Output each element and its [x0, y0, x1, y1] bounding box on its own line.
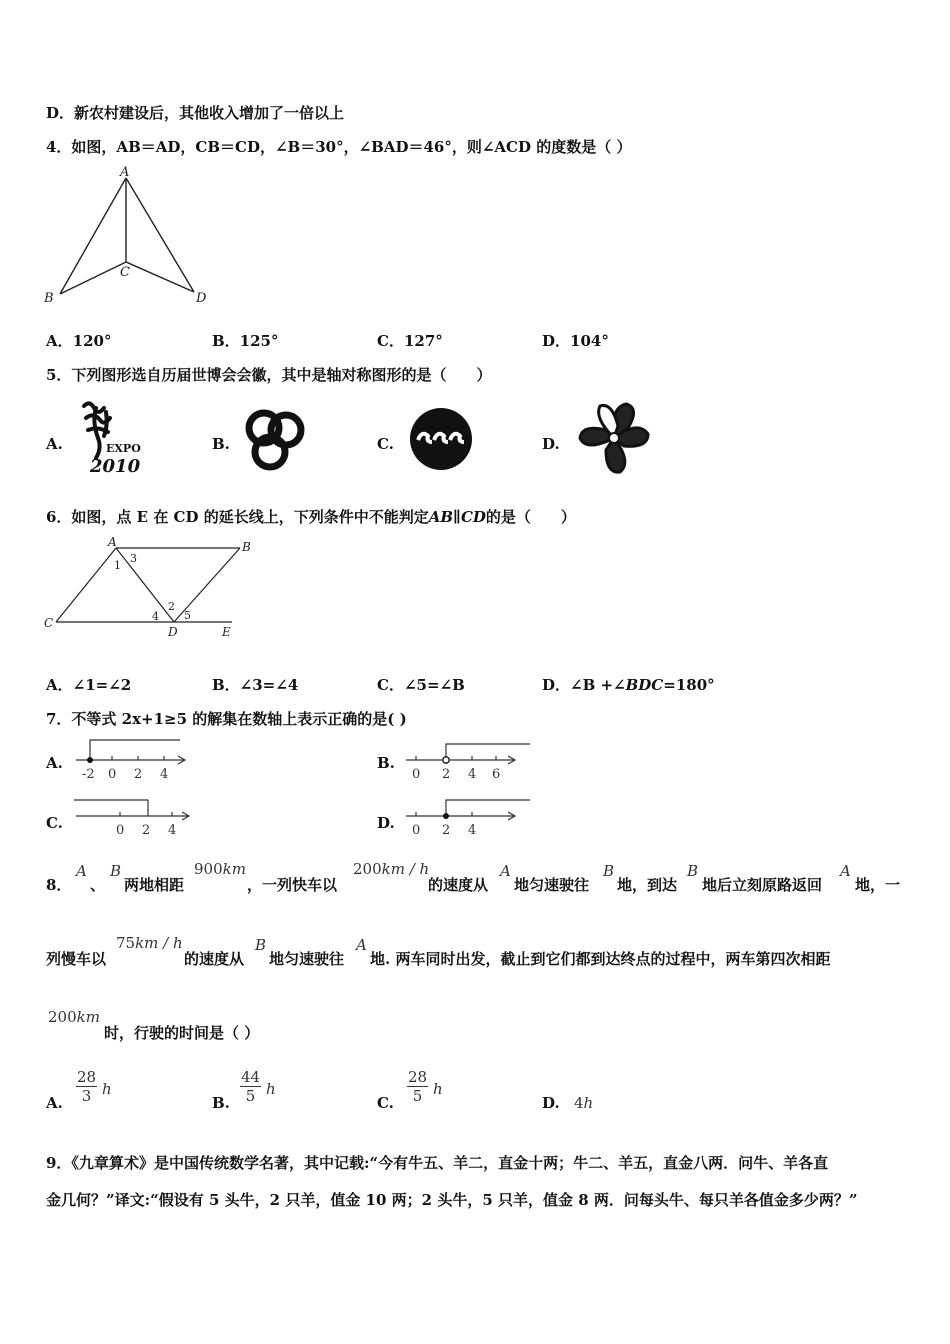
q8-t5: 地，到达 — [617, 876, 678, 894]
q8-a-1: A — [76, 862, 87, 880]
q7-numberline-a — [72, 736, 190, 782]
q8-kmh-1: km / h — [381, 860, 430, 878]
q8-a-4: A — [356, 936, 367, 954]
q6-option-a[interactable]: A．∠1=∠2 — [46, 676, 132, 694]
q7c-tick-2: 4 — [168, 823, 177, 838]
q7a-tick-1: 0 — [108, 767, 117, 782]
q6-figure — [40, 534, 251, 640]
q7-stem: 7．不等式 2x+1≥5 的解集在数轴上表示正确的是( ) — [46, 710, 407, 728]
waves-logo-icon — [408, 406, 474, 472]
q7d-tick-2: 4 — [468, 823, 477, 838]
q8-t1: 两地相距 — [124, 876, 185, 894]
q5-stem: 5．下列图形选自历届世博会会徽，其中是轴对称图形的是（ ） — [46, 366, 492, 384]
q8-frac-b — [240, 1068, 261, 1105]
q8-b-3: B — [687, 862, 699, 880]
q6-option-d[interactable] — [542, 674, 715, 695]
q6-angle-3: 3 — [130, 552, 137, 565]
q8-d200: 200 — [48, 1008, 77, 1026]
q7b-tick-3: 6 — [492, 767, 501, 782]
q7b-tick-1: 2 — [442, 767, 451, 782]
q8-b-4: B — [255, 936, 267, 954]
q8-h-c: h — [433, 1080, 443, 1098]
q8-t8: 列慢车以 — [46, 950, 107, 968]
q5-option-a[interactable]: A. — [46, 435, 63, 453]
q7-numberline-b — [402, 740, 532, 782]
q8-km-2: km — [76, 1008, 100, 1026]
q5-option-c[interactable]: C. — [377, 435, 394, 453]
q7d-tick-1: 2 — [442, 823, 451, 838]
q6-option-d-pre: D．∠B +∠ — [542, 676, 626, 694]
q8-t11: 地. 两车同时出发，截止到它们都到达终点的过程中，两车第四次相距 — [370, 950, 831, 968]
q7-option-c[interactable]: C. — [46, 814, 63, 832]
q8-option-c[interactable]: C. — [377, 1094, 394, 1112]
q6-label-a: A — [108, 535, 117, 549]
q7-option-d[interactable]: D. — [377, 814, 395, 832]
q9-line1: 9．《九章算术》是中国传统数学名著，其中记载:“今有牛五、羊二，直金十两；牛二、羊五，直金八两．问牛、羊各直 — [46, 1154, 829, 1172]
q7b-tick-0: 0 — [412, 767, 421, 782]
q8-v75: 75 — [116, 934, 136, 952]
q4-label-d: D — [196, 291, 207, 306]
q8-km-1: km — [222, 860, 246, 878]
q8-t10: 地匀速驶往 — [269, 950, 345, 968]
q8-option-b[interactable]: B. — [212, 1094, 230, 1112]
q6-stem-post: 的是（ ） — [485, 508, 576, 526]
q8-frac-c — [407, 1068, 428, 1105]
q4-option-a[interactable]: A．120° — [46, 332, 112, 350]
q7-option-b[interactable]: B. — [377, 754, 395, 772]
q8-speed-slow — [116, 934, 183, 952]
q8-opt-d-value — [574, 1094, 593, 1112]
q7-numberline-c — [72, 796, 194, 838]
expo-2010-logo-icon — [76, 396, 158, 478]
q8-t12: 时，行驶的时间是（ ） — [104, 1024, 260, 1042]
q8-h-b: h — [266, 1080, 276, 1098]
q8-b-1: B — [110, 862, 122, 880]
q8-speed-fast — [353, 860, 429, 878]
q3-option-d: D．新农村建设后，其他收入增加了一倍以上 — [46, 104, 345, 122]
q8-frac-c-num: 28 — [408, 1068, 428, 1086]
expo-text: EXPO — [106, 442, 141, 455]
q6-option-d-post: =180° — [663, 676, 715, 694]
q6-option-b[interactable]: B．∠3=∠4 — [212, 676, 299, 694]
q7-option-a[interactable]: A. — [46, 754, 63, 772]
q4-option-b[interactable]: B．125° — [212, 332, 279, 350]
q8-frac-b-num: 44 — [241, 1068, 261, 1086]
q4-label-a: A — [120, 165, 130, 180]
q7b-tick-2: 4 — [468, 767, 477, 782]
q8-option-d[interactable]: D. — [542, 1094, 560, 1112]
q8-sep: 、 — [90, 876, 106, 894]
q9-line2: 金几何？”译文:“假设有 5 头牛，2 只羊，值金 10 两；2 头牛，5 只羊，值金 8 两．问每头牛、每只羊各值金多少两？” — [46, 1191, 858, 1209]
q8-t3: 的速度从 — [428, 876, 489, 894]
q6-label-e: E — [222, 625, 231, 639]
q8-kmh-2: km / h — [135, 934, 183, 952]
q6-label-d: D — [168, 625, 178, 639]
q4-option-d[interactable]: D．104° — [542, 332, 609, 350]
q8-option-a[interactable]: A. — [46, 1094, 63, 1112]
q8-num: 8． — [46, 876, 72, 894]
q8-a-3: A — [840, 862, 851, 880]
q8-frac-a-num: 28 — [77, 1068, 97, 1086]
q8-v200: 200 — [353, 860, 382, 878]
q6-label-c: C — [44, 616, 54, 630]
q7-numberline-d — [402, 796, 532, 838]
q8-frac-b-den: 5 — [245, 1087, 256, 1105]
q8-t2: ，一列快车以 — [247, 876, 338, 894]
q8-b-2: B — [603, 862, 615, 880]
q6-angle-5: 5 — [184, 609, 191, 622]
q4-figure — [40, 164, 220, 312]
q8-t9: 的速度从 — [184, 950, 245, 968]
q8-h-a: h — [102, 1080, 112, 1098]
q7c-tick-1: 2 — [142, 823, 151, 838]
q7a-tick-3: 4 — [160, 767, 169, 782]
q6-stem-math: AB∥CD — [428, 508, 486, 526]
year-text: 2010 — [90, 456, 141, 477]
q4-option-c[interactable]: C．127° — [377, 332, 443, 350]
q7a-tick-2: 2 — [134, 767, 143, 782]
q6-option-c[interactable]: C．∠5=∠B — [377, 676, 465, 694]
q6-angle-2: 2 — [168, 600, 175, 613]
q7a-tick-0: -2 — [82, 767, 95, 782]
q4-label-c: C — [120, 265, 130, 280]
q6-label-b: B — [242, 540, 251, 554]
q7c-tick-0: 0 — [116, 823, 125, 838]
q8-h-d: h — [583, 1094, 594, 1112]
q8-frac-c-den: 5 — [412, 1087, 423, 1105]
q8-a-2: A — [500, 862, 511, 880]
q6-angle-1: 1 — [114, 559, 121, 572]
q7d-tick-0: 0 — [412, 823, 421, 838]
q8-frac-a — [76, 1068, 97, 1105]
q6-angle-4: 4 — [152, 610, 159, 623]
q5-option-d[interactable]: D. — [542, 435, 560, 453]
q8-distance-2 — [48, 1008, 100, 1026]
q8-t6: 地后立刻原路返回 — [702, 876, 823, 894]
q8-t4: 地匀速驶往 — [514, 876, 590, 894]
q8-distance — [194, 860, 246, 878]
q6-option-d-math: BDC — [625, 676, 664, 694]
q4-label-b: B — [44, 291, 54, 306]
q8-d900: 900 — [194, 860, 223, 878]
q8-frac-a-den: 3 — [81, 1087, 92, 1105]
q6-stem — [46, 506, 576, 527]
flower-logo-icon — [574, 400, 654, 478]
q4-stem: 4．如图，AB＝AD，CB＝CD，∠B＝30°，∠BAD＝46°，则∠ACD 的度数是（ ） — [46, 138, 632, 156]
knot-logo-icon — [240, 404, 310, 474]
q8-t7: 地，一 — [855, 876, 901, 894]
q8-opt-d-num: 4 — [574, 1094, 584, 1112]
q6-stem-pre: 6．如图，点 E 在 CD 的延长线上，下列条件中不能判定 — [46, 508, 429, 526]
q5-option-b[interactable]: B. — [212, 435, 230, 453]
